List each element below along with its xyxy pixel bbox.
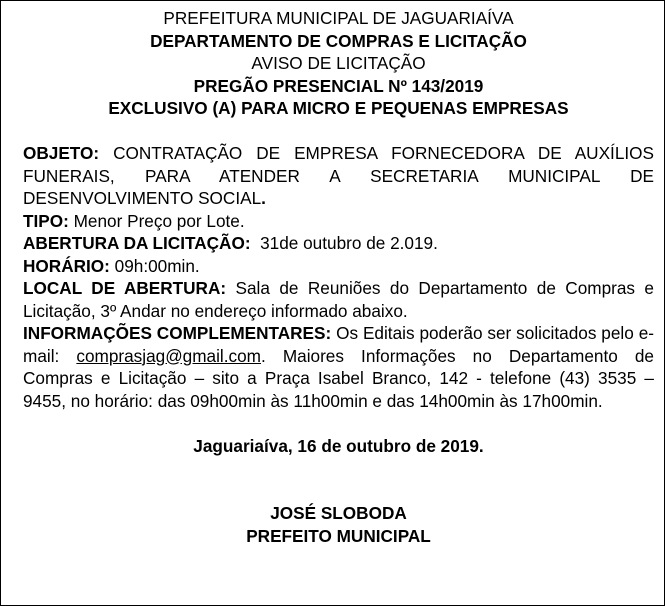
email-link[interactable]: comprasjag@gmail.com	[76, 345, 261, 366]
local-text: Sala de Reuniões do Departamento de Compras e Licitação, 3º Andar no endereço informado abaixo.	[23, 278, 654, 321]
local-label: LOCAL DE ABERTURA:	[23, 278, 227, 298]
signature-block	[23, 502, 654, 547]
signer-title: PREFEITO MUNICIPAL	[246, 525, 431, 546]
tipo-line	[23, 210, 654, 233]
horario-label: HORÁRIO:	[23, 255, 110, 276]
info-label: INFORMAÇÕES COMPLEMENTARES:	[23, 323, 332, 343]
tipo-text: Menor Preço por Lote.	[68, 210, 245, 231]
spacer	[23, 412, 654, 435]
tender-number: PREGÃO PRESENCIAL Nº 143/2019	[193, 75, 484, 96]
horario-line	[23, 255, 654, 278]
abertura-text: 31de outubro de 2.019.	[250, 233, 438, 253]
objeto-label: OBJETO:	[23, 143, 100, 163]
horario-text: 09h:00min.	[109, 255, 200, 276]
info-text-b: . Maiores Informações no Departamento de Compras e Licitação – sito a Praça Isabel Branco, 142 - telefone (43) 3535 – 9455, no horário: das 09h00min às 11h00min e das 14h00min às 17h00min.	[23, 345, 654, 411]
objeto-end: .	[261, 188, 266, 208]
local-paragraph	[23, 277, 654, 322]
date-line: Jaguariaíva, 16 de outubro de 2019.	[193, 435, 484, 456]
municipality-name: PREFEITURA MUNICIPAL DE JAGUARIAÍVA	[163, 8, 514, 28]
spacer	[23, 457, 654, 502]
tipo-label: TIPO:	[23, 210, 69, 231]
spacer	[23, 120, 654, 143]
notice-body	[23, 142, 654, 412]
abertura-label: ABERTURA DA LICITAÇÃO:	[23, 233, 251, 253]
notice-type: AVISO DE LICITAÇÃO	[251, 53, 426, 73]
objeto-text: CONTRATAÇÃO DE EMPRESA FORNECEDORA DE AUXÍLIOS FUNERAIS, PARA ATENDER A SECRETARIA MUNICIPAL DE DESENVOLVIMENTO SOCIAL	[23, 143, 655, 208]
exclusivity-note: EXCLUSIVO (A) PARA MICRO E PEQUENAS EMPRESAS	[108, 98, 569, 118]
objeto-paragraph	[23, 142, 654, 210]
signer-name: JOSÉ SLOBODA	[270, 503, 407, 523]
department-name: DEPARTAMENTO DE COMPRAS E LICITAÇÃO	[150, 30, 527, 51]
abertura-line	[23, 232, 654, 255]
info-text-a: Os Editais poderão ser solicitados pelo e-mail:	[23, 323, 654, 366]
notice-header	[23, 7, 654, 120]
info-paragraph	[23, 322, 654, 412]
